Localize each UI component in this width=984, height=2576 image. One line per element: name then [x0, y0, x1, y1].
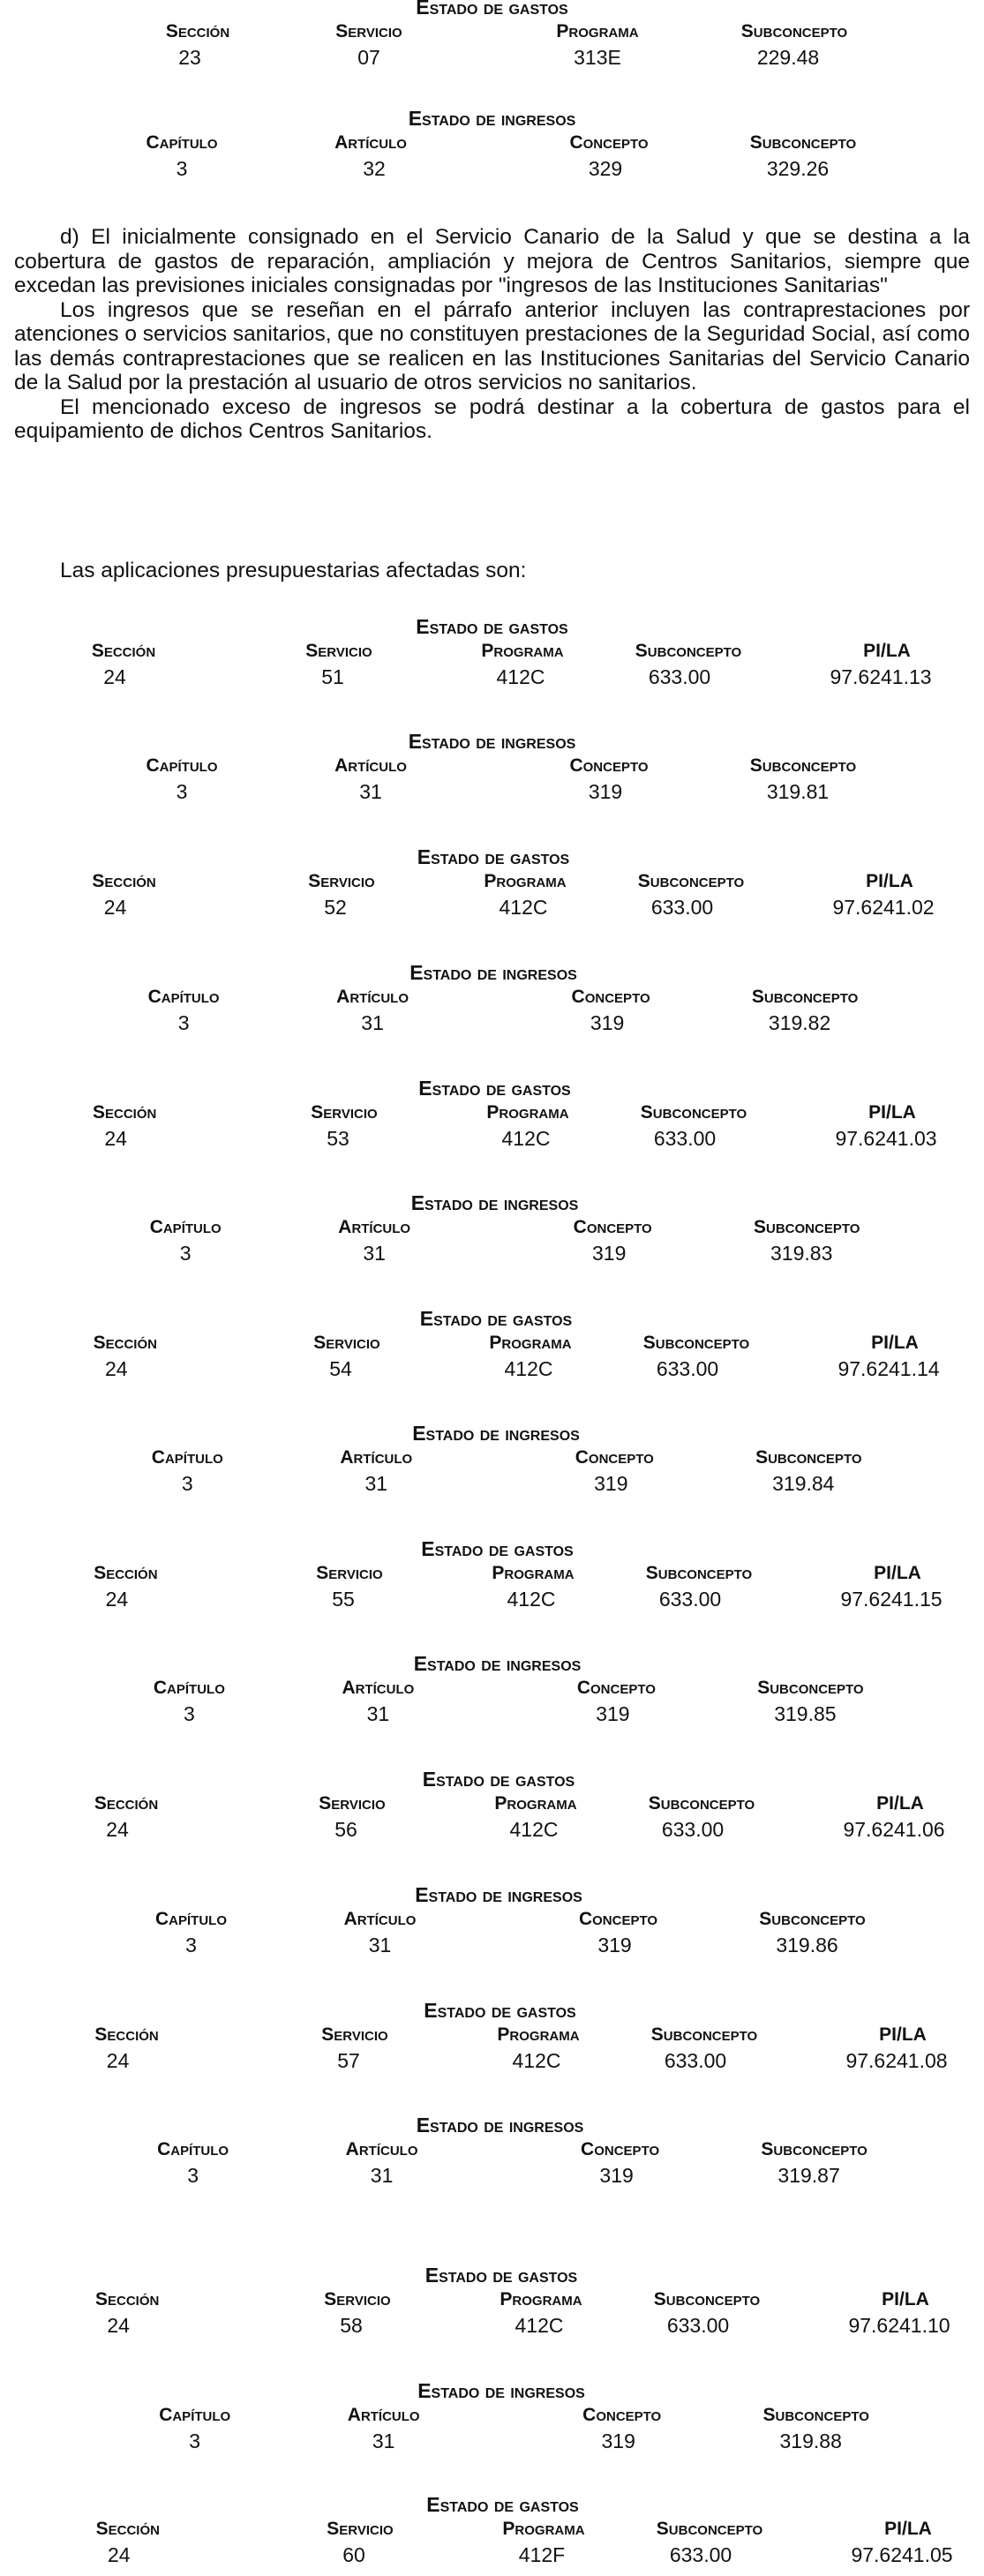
- block-title: Estado de ingresos: [408, 730, 576, 753]
- col-header: Servicio: [311, 1102, 378, 1123]
- cell-value: 97.6241.14: [838, 1357, 940, 1380]
- cell-value: 319.84: [772, 1472, 835, 1495]
- cell-value: 52: [324, 896, 347, 919]
- cell-value: 633.00: [658, 1588, 722, 1611]
- col-header: PI/LA: [879, 2024, 927, 2045]
- cell-value: 24: [108, 2543, 131, 2566]
- block-title: Estado de gastos: [424, 1999, 576, 2022]
- col-header: Programa: [556, 21, 639, 41]
- col-header: Subconcepto: [642, 1333, 750, 1353]
- col-header: Sección: [94, 1793, 159, 1814]
- cell-value: 97.6241.08: [845, 2049, 948, 2072]
- col-header: Subconcepto: [650, 2024, 758, 2045]
- cell-value: 3: [189, 2430, 201, 2452]
- cell-value: 97.6241.03: [835, 1127, 937, 1150]
- block-title: Estado de ingresos: [409, 961, 577, 984]
- cell-value: 54: [329, 1357, 352, 1380]
- col-header: PI/LA: [868, 1102, 916, 1123]
- cell-value: 412F: [518, 2543, 566, 2566]
- col-header: Subconcepto: [753, 1217, 860, 1237]
- cell-value: 412C: [515, 2314, 564, 2337]
- col-header: Sección: [95, 2289, 160, 2309]
- cell-value: 3: [185, 1934, 197, 1956]
- body-text: [14, 225, 970, 444]
- cell-value: 633.00: [664, 2049, 727, 2072]
- col-header: Programa: [502, 2519, 585, 2539]
- col-header: Concepto: [575, 1447, 654, 1468]
- col-header: Capítulo: [146, 132, 218, 153]
- cell-value: 412C: [507, 1588, 556, 1611]
- col-header: Subconcepto: [637, 871, 745, 891]
- cell-value: 31: [363, 1242, 386, 1265]
- col-header: Servicio: [327, 2519, 394, 2539]
- col-header: Subconcepto: [749, 132, 857, 153]
- cell-value: 3: [187, 2164, 199, 2187]
- cell-value: 319: [601, 2430, 635, 2452]
- cell-value: 24: [104, 1127, 127, 1150]
- ingresos-block: [0, 1190, 984, 1270]
- cell-value: 3: [176, 157, 188, 180]
- cell-value: 53: [327, 1127, 349, 1150]
- col-header: Servicio: [335, 21, 402, 41]
- block-title: Estado de ingresos: [408, 107, 576, 130]
- block-title: Estado de ingresos: [412, 1422, 580, 1445]
- cell-value: 319.88: [779, 2430, 842, 2452]
- cell-value: 24: [105, 1357, 128, 1380]
- col-header: Subconcepto: [755, 1447, 862, 1468]
- block-title: Estado de gastos: [426, 2493, 579, 2516]
- cell-value: 97.6241.05: [851, 2543, 953, 2566]
- cell-value: 24: [106, 2049, 130, 2072]
- col-header: Subconcepto: [762, 2405, 869, 2425]
- cell-value: 319.86: [776, 1934, 838, 1956]
- cell-value: 319.83: [770, 1242, 833, 1265]
- cell-value: 319.85: [774, 1702, 837, 1725]
- ingresos-block: [0, 2378, 984, 2458]
- cell-value: 633.00: [653, 1127, 717, 1150]
- cell-value: 319: [592, 1242, 627, 1265]
- cell-value: 97.6241.02: [832, 896, 935, 919]
- cell-value: 55: [332, 1588, 355, 1611]
- gastos-block: [0, 1767, 984, 1846]
- cell-value: 412C: [509, 1818, 559, 1841]
- col-header: PI/LA: [882, 2289, 929, 2309]
- col-header: Servicio: [319, 1793, 386, 1814]
- cell-value: 633.00: [648, 665, 711, 688]
- col-header: Sección: [91, 641, 156, 661]
- block-title: Estado de gastos: [424, 2264, 578, 2287]
- cell-value: 633.00: [650, 896, 714, 919]
- col-header: Artículo: [338, 1217, 411, 1237]
- cell-value: 319: [590, 1011, 625, 1034]
- cell-value: 07: [357, 46, 380, 69]
- paragraph: d) El inicialmente consignado en el Servicio Canario de la Salud y que se destina a la cobertura de gastos de reparación, ampliación y mejora de Centros Sanitarios, siempre que excedan las previsiones iniciales consignadas por "ingresos de las Instituciones Sanitarias": [14, 225, 970, 297]
- col-header: Sección: [92, 871, 156, 891]
- cell-value: 319: [599, 2164, 634, 2187]
- cell-value: 31: [364, 1472, 388, 1495]
- cell-value: 32: [363, 157, 386, 180]
- cell-value: 3: [177, 1011, 190, 1034]
- col-header: Programa: [494, 1793, 577, 1814]
- cell-value: 23: [178, 46, 201, 69]
- cell-value: 57: [337, 2049, 360, 2072]
- col-header: Concepto: [576, 1678, 656, 1698]
- cell-value: 229.48: [756, 46, 820, 69]
- cell-value: 3: [181, 1472, 193, 1495]
- col-header: Servicio: [308, 871, 375, 891]
- top-gastos-block: [0, 0, 984, 74]
- cell-value: 31: [366, 1702, 390, 1725]
- col-header: Subconcepto: [656, 2519, 763, 2539]
- cell-value: 319: [594, 1472, 628, 1495]
- col-header: Servicio: [324, 2289, 391, 2309]
- cell-value: 319: [597, 1934, 632, 1956]
- paragraph: Los ingresos que se reseñan en el párrafo anterior incluyen las contraprestaciones por atenciones o servicios sanitarios, que no constituyen prestaciones de la Seguridad Social, así como las demás contraprestaciones que se realicen en las Instituciones Sanitarias del Servicio Canario de la Salud por la prestación al usuario de otros servicios no sanitarios.: [14, 297, 970, 394]
- ingresos-block: [0, 960, 984, 1040]
- block-title: Estado de ingresos: [417, 2379, 585, 2402]
- col-header: Subconcepto: [757, 1678, 864, 1698]
- ingresos-block: [0, 2113, 984, 2192]
- col-header: Programa: [489, 1333, 572, 1353]
- cell-value: 24: [103, 896, 127, 919]
- col-header: Artículo: [342, 1678, 415, 1698]
- cell-value: 56: [334, 1818, 357, 1841]
- col-header: Subconcepto: [653, 2289, 761, 2309]
- col-header: PI/LA: [876, 1793, 924, 1814]
- col-header: Subconcepto: [648, 1793, 755, 1814]
- cell-value: 412C: [496, 665, 545, 688]
- col-header: Concepto: [573, 1217, 652, 1237]
- cell-value: 31: [361, 1011, 384, 1034]
- col-header: Sección: [93, 1102, 157, 1123]
- block-title: Estado de gastos: [416, 615, 568, 638]
- col-header: Capítulo: [159, 2405, 231, 2425]
- col-header: Concepto: [571, 987, 650, 1007]
- cell-value: 412C: [504, 1357, 553, 1380]
- block-title: Estado de gastos: [419, 1307, 573, 1330]
- cell-value: 31: [359, 780, 382, 803]
- cell-value: 329: [588, 157, 623, 180]
- col-header: Programa: [492, 1563, 575, 1583]
- cell-value: 24: [107, 2314, 130, 2337]
- col-header: Sección: [165, 21, 230, 41]
- col-header: Subconcepto: [751, 987, 859, 1007]
- col-header: PI/LA: [871, 1333, 919, 1353]
- cell-value: 412C: [501, 1127, 551, 1150]
- col-header: PI/LA: [884, 2519, 932, 2539]
- cell-value: 31: [370, 2164, 394, 2187]
- col-header: Sección: [95, 2519, 160, 2539]
- gastos-block: [0, 1536, 984, 1616]
- ingresos-block: [0, 1882, 984, 1962]
- col-header: Capítulo: [157, 2139, 229, 2159]
- col-header: Subconcepto: [645, 1563, 753, 1583]
- cell-value: 319.82: [768, 1011, 831, 1034]
- col-header: Capítulo: [151, 1447, 223, 1468]
- col-header: Capítulo: [146, 755, 218, 776]
- col-header: Servicio: [305, 641, 372, 661]
- col-header: Concepto: [569, 755, 649, 776]
- cell-value: 319.87: [777, 2164, 840, 2187]
- gastos-block: [0, 2263, 984, 2342]
- block-title: Estado de ingresos: [415, 1883, 582, 1906]
- cell-value: 633.00: [661, 1818, 725, 1841]
- col-header: Concepto: [581, 2139, 660, 2159]
- col-header: Artículo: [343, 1909, 417, 1929]
- gastos-block: [0, 845, 984, 924]
- block-title: Estado de ingresos: [410, 1191, 579, 1214]
- cell-value: 319: [588, 780, 623, 803]
- block-title: Estado de gastos: [417, 845, 570, 868]
- cell-value: 58: [340, 2314, 363, 2337]
- block-title: Estado de ingresos: [413, 1652, 582, 1675]
- cell-value: 329.26: [766, 157, 830, 180]
- cell-value: 412C: [512, 2049, 561, 2072]
- col-header: Artículo: [334, 132, 407, 153]
- block-title: Estado de ingresos: [416, 2114, 584, 2137]
- gastos-block: [0, 2492, 984, 2572]
- block-title: Estado de gastos: [422, 1768, 575, 1791]
- cell-value: 97.6241.13: [830, 665, 932, 688]
- block-title: Estado de gastos: [421, 1537, 574, 1560]
- col-header: Programa: [497, 2024, 580, 2045]
- cell-value: 97.6241.10: [848, 2314, 950, 2337]
- col-header: Concepto: [569, 132, 649, 153]
- col-header: Artículo: [345, 2139, 418, 2159]
- col-header: Subconcepto: [761, 2139, 868, 2159]
- col-header: Subconcepto: [749, 755, 857, 776]
- ingresos-block: [0, 1651, 984, 1731]
- col-header: Artículo: [336, 987, 409, 1007]
- cell-value: 319.81: [766, 780, 830, 803]
- col-header: Subconcepto: [759, 1909, 866, 1929]
- cell-value: 3: [179, 1242, 192, 1265]
- col-header: Artículo: [347, 2405, 420, 2425]
- col-header: Artículo: [340, 1447, 413, 1468]
- cell-value: 319: [596, 1702, 630, 1725]
- col-header: Subconcepto: [640, 1102, 747, 1123]
- col-header: Capítulo: [147, 987, 220, 1007]
- col-header: Subconcepto: [635, 641, 742, 661]
- ingresos-block: [0, 729, 984, 808]
- cell-value: 412C: [499, 896, 548, 919]
- col-header: Capítulo: [149, 1217, 222, 1237]
- col-header: Servicio: [321, 2024, 388, 2045]
- col-header: PI/LA: [866, 871, 913, 891]
- col-header: Sección: [94, 1563, 158, 1583]
- cell-value: 31: [368, 1934, 392, 1956]
- col-header: Sección: [93, 1333, 157, 1353]
- gastos-block: [0, 1306, 984, 1386]
- col-header: Sección: [94, 2024, 159, 2045]
- gastos-block: [0, 1076, 984, 1155]
- cell-value: 97.6241.06: [843, 1818, 945, 1841]
- gastos-block: [0, 1998, 984, 2077]
- intro-line: Las aplicaciones presupuestarias afectadas son:: [60, 559, 527, 582]
- cell-value: 313E: [574, 46, 621, 69]
- col-header: Programa: [500, 2289, 582, 2309]
- col-header: Capítulo: [153, 1678, 225, 1698]
- col-header: Servicio: [313, 1333, 380, 1353]
- cell-value: 60: [342, 2543, 365, 2566]
- ingresos-block: [0, 1421, 984, 1500]
- block-title: Estado de gastos: [416, 0, 568, 19]
- col-header: Artículo: [334, 755, 407, 776]
- cell-value: 633.00: [669, 2543, 732, 2566]
- col-header: PI/LA: [874, 1563, 921, 1583]
- cell-value: 633.00: [666, 2314, 730, 2337]
- cell-value: 633.00: [656, 1357, 719, 1380]
- cell-value: 3: [176, 780, 188, 803]
- cell-value: 24: [105, 1588, 129, 1611]
- cell-value: 51: [321, 665, 344, 688]
- col-header: Subconcepto: [740, 21, 848, 41]
- col-header: Programa: [481, 641, 564, 661]
- col-header: Servicio: [316, 1563, 383, 1583]
- gastos-block: [0, 614, 984, 694]
- cell-value: 31: [372, 2430, 395, 2452]
- col-header: PI/LA: [863, 641, 911, 661]
- cell-value: 97.6241.15: [840, 1588, 943, 1611]
- col-header: Concepto: [582, 2405, 662, 2425]
- col-header: Programa: [486, 1102, 569, 1123]
- col-header: Programa: [484, 871, 567, 891]
- col-header: Capítulo: [155, 1909, 227, 1929]
- block-title: Estado de gastos: [418, 1077, 571, 1100]
- top-ingresos-block: [0, 106, 984, 185]
- cell-value: 24: [103, 665, 126, 688]
- col-header: Concepto: [578, 1909, 658, 1929]
- cell-value: 3: [183, 1702, 195, 1725]
- cell-value: 24: [106, 1818, 129, 1841]
- paragraph: El mencionado exceso de ingresos se podrá destinar a la cobertura de gastos para el equipamiento de dichos Centros Sanitarios.: [14, 394, 970, 443]
